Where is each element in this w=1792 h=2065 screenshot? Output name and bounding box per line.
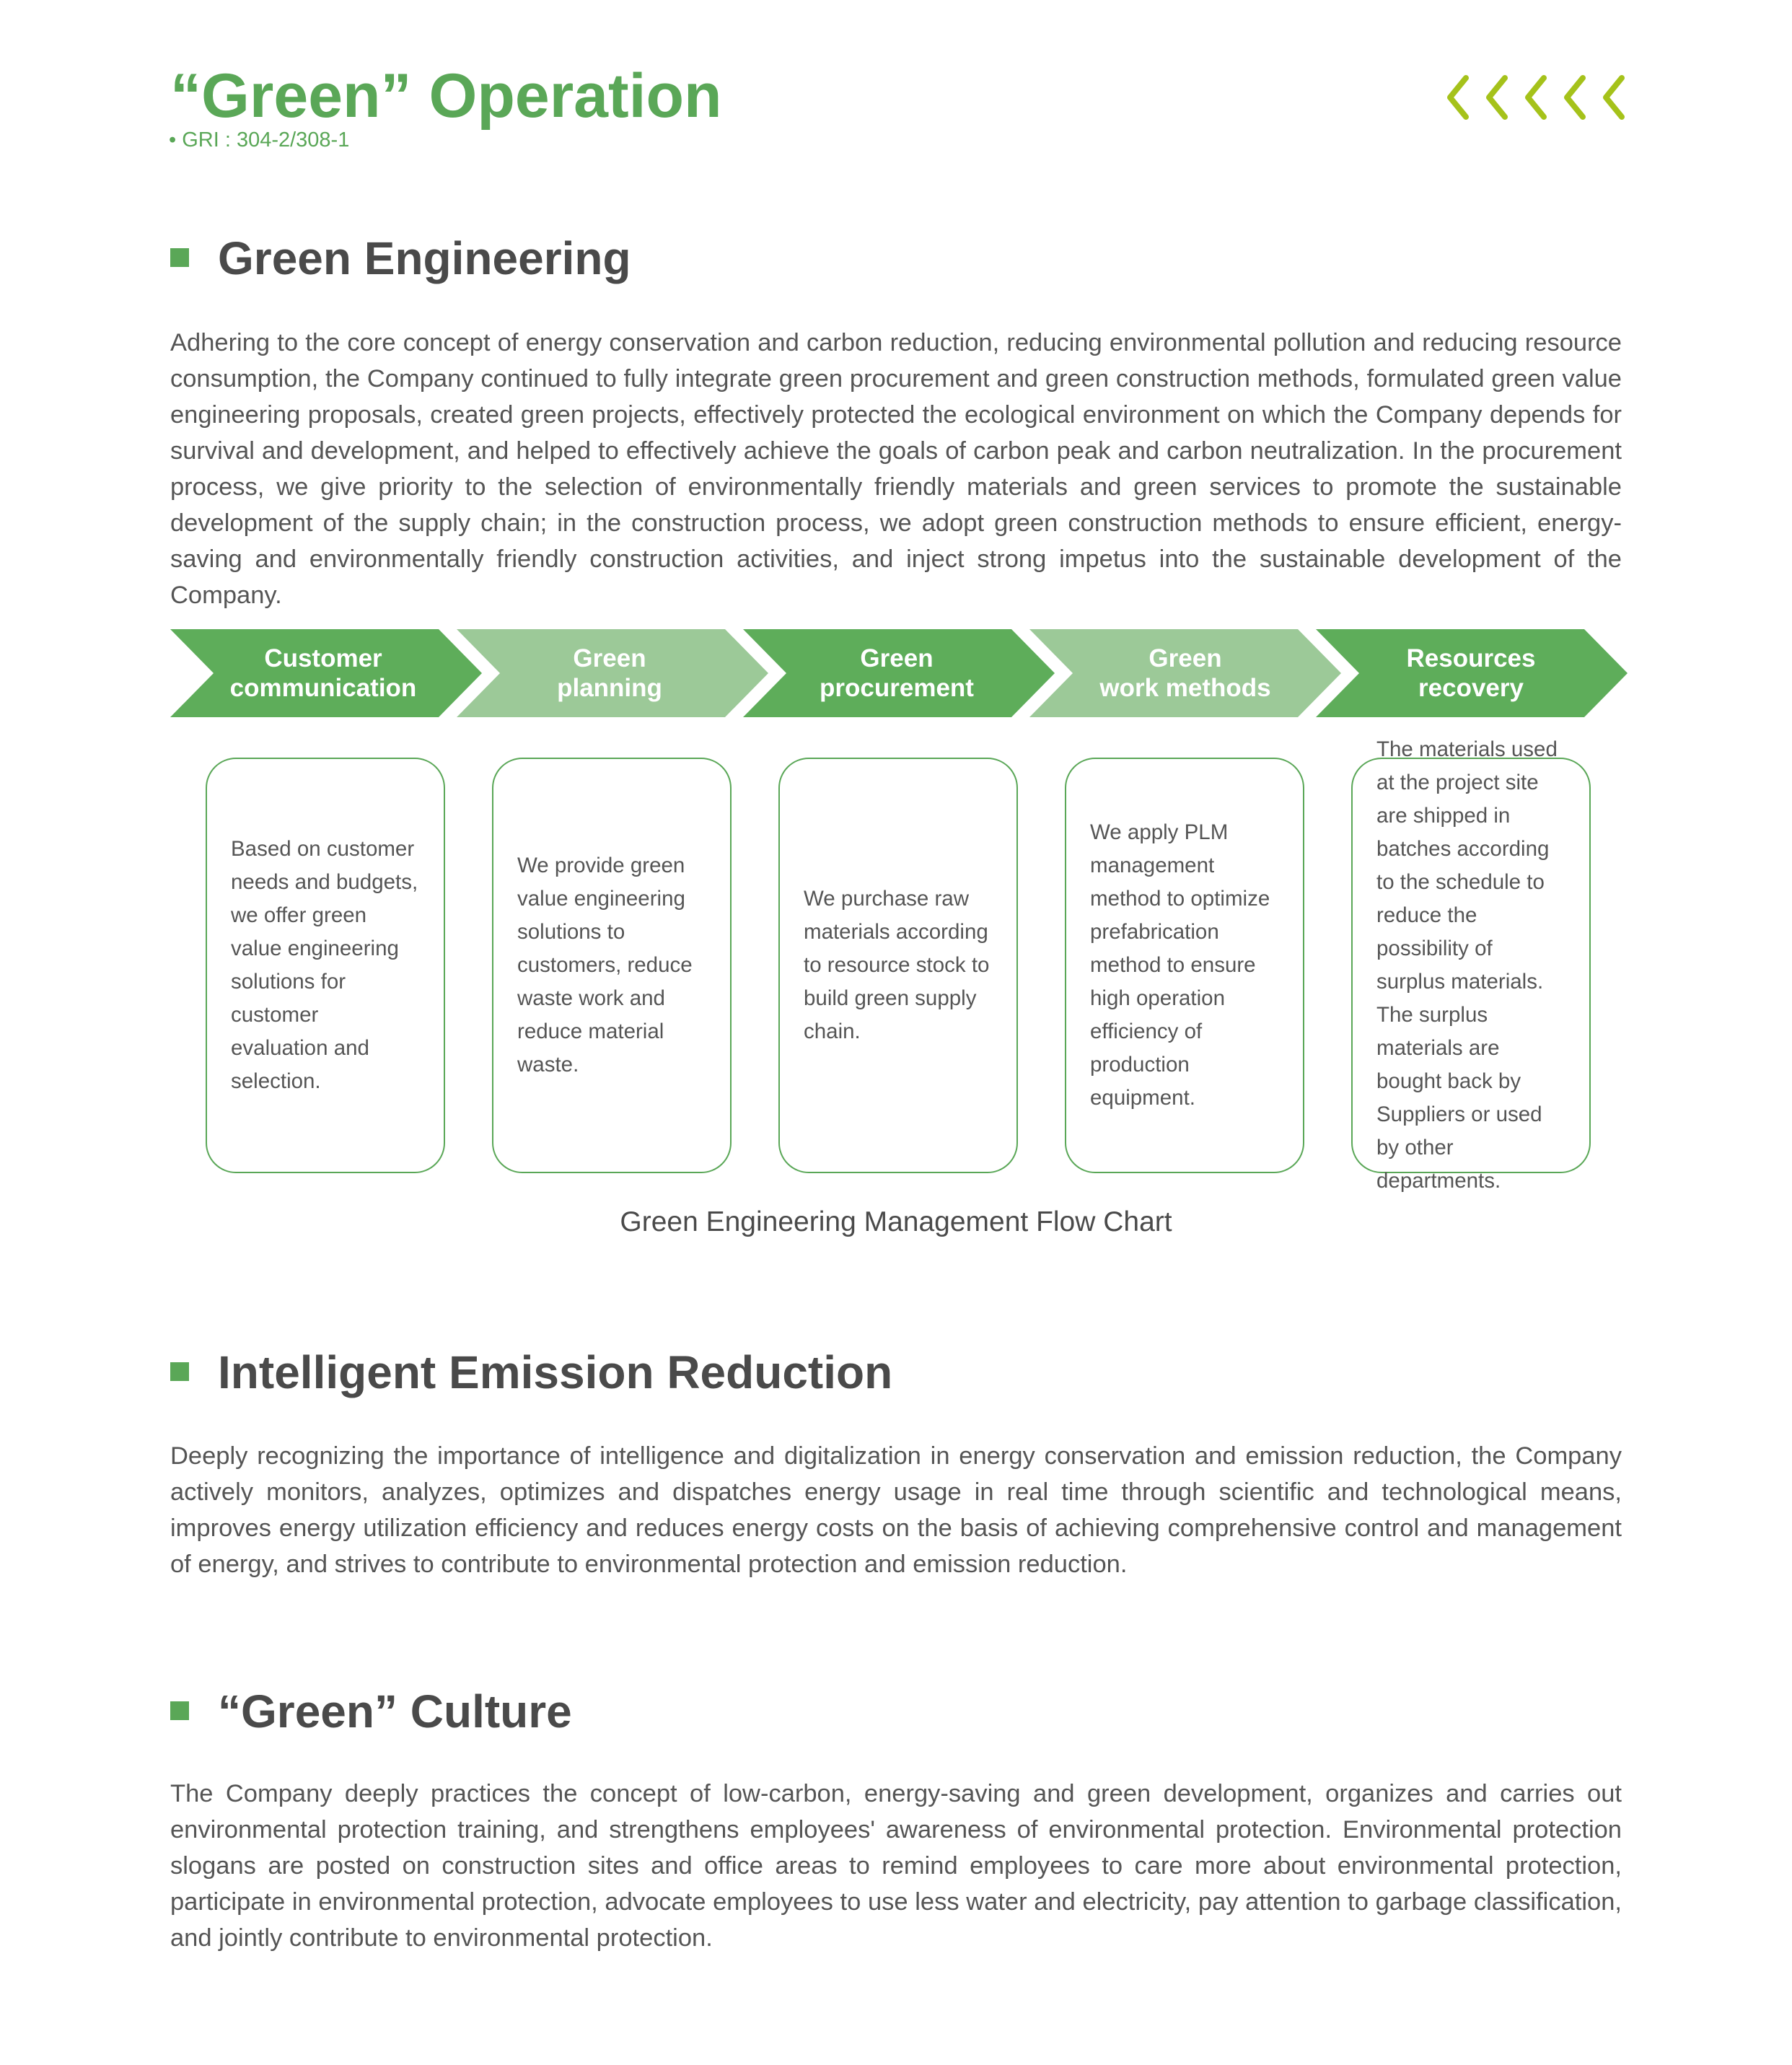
section-heading-intelligent-emission-reduction [170, 1346, 893, 1398]
arrow-label-green-work-methods: Green work methods [1099, 644, 1271, 702]
arrow-label-resources-recovery: Resources recovery [1406, 644, 1536, 702]
step-description: We provide green value engineering solutions to customers, reduce waste work and reduce material waste. [517, 854, 693, 1077]
page-title: “Green” Operation [170, 61, 722, 131]
step-description: We purchase raw materials according to resource stock to build green supply chain. [804, 887, 990, 1043]
section-heading-green-culture [170, 1685, 572, 1737]
square-bullet-icon [170, 1701, 189, 1720]
gri-reference: • GRI : 304-2/308-1 [169, 128, 350, 152]
intelligent-emission-paragraph: Deeply recognizing the importance of intelligence and digitalization in energy conservation and emission reduction, the Company actively monitors, analyzes, optimizes and dispatches energy usage in real time through scientific and technological means, improves energy utilization efficiency and reduces energy costs on the basis of achieving comprehensive control and management of energy, and strives to contribute to environmental protection and emission reduction. [170, 1442, 1622, 1578]
step-box-resources-recovery [1351, 737, 1591, 1193]
step-box-green-planning [492, 758, 732, 1173]
step-description: Based on customer needs and budgets, we offer green value engineering solutions for customer evaluation and selection. [231, 837, 418, 1093]
section-heading-green-engineering [170, 232, 631, 284]
green-engineering-paragraph: Adhering to the core concept of energy conservation and carbon reduction, reducing environmental pollution and reducing resource consumption, the Company continued to fully integrate green procurement and green construction methods, formulated green value engineering proposals, created green projects, effectively protected the ecological environment on which the Company depends for survival and development, and helped to effectively achieve the goals of carbon peak and carbon neutralization. In the procurement process, we give priority to the selection of environmentally friendly materials and green services to promote the sustainable development of the supply chain; in the construction process, we adopt green construction methods to ensure efficient, energy-saving and environmentally friendly construction activities, and inject strong impetus into the sustainable development of the Company. [170, 329, 1622, 609]
step-box-green-work-methods [1065, 758, 1304, 1173]
arrow-label-green-planning: Green planning [557, 644, 662, 702]
step-box-green-procurement [778, 758, 1018, 1173]
step-description: We apply PLM management method to optimize prefabrication method to ensure high operation efficiency of production equipment. [1090, 820, 1270, 1110]
chevrons-left-icon [1446, 72, 1633, 123]
step-box-customer-communication [206, 758, 445, 1173]
section-heading-text: “Green” Culture [218, 1685, 572, 1737]
arrow-label-green-procurement: Green procurement [820, 644, 974, 702]
section-heading-text: Green Engineering [218, 232, 631, 284]
green-culture-paragraph: The Company deeply practices the concept of low-carbon, energy-saving and green development, organizes and carries out environmental protection training, and strengthens employees' awareness of environmental protection. Environmental protection slogans are posted on construction sites and office areas to remind employees to care more about environmental protection, participate in environmental protection, advocate employees to use less water and electricity, pay attention to garbage classification, and jointly contribute to environmental protection. [170, 1780, 1622, 1952]
square-bullet-icon [170, 1362, 189, 1381]
section-heading-text: Intelligent Emission Reduction [218, 1346, 893, 1398]
step-description: The materials used at the project site are shipped in batches according to the schedule to reduce the possibility of surplus materials. The surplus materials are bought back by Suppliers or used by other departments. [1376, 737, 1558, 1193]
flow-chart-caption: Green Engineering Management Flow Chart [620, 1206, 1172, 1237]
square-bullet-icon [170, 248, 189, 267]
arrow-label-customer-communication: Customer communication [229, 644, 417, 702]
